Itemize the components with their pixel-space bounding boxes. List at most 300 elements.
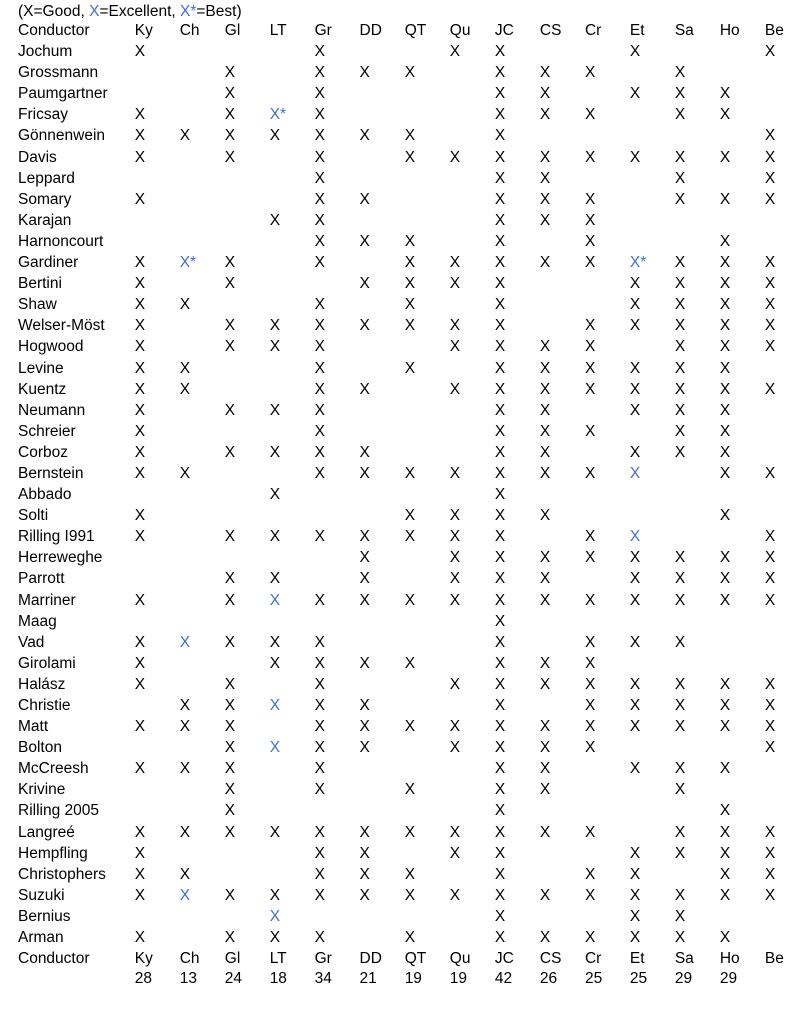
rating-cell: X [719,549,731,567]
rating-cell: X [314,422,325,440]
rating-cell: X [134,296,146,314]
footer-column-lt: LT [269,950,287,968]
table-row [18,674,810,695]
rating-cell: X [359,275,370,293]
rating-cell [180,779,225,800]
rating-cell: X [314,148,325,166]
rating-cell: X [494,612,506,630]
table-row [18,189,810,210]
rating-cell: X [764,169,776,187]
table-row [18,252,810,273]
header-column-dd: DD [359,22,382,39]
rating-cell [720,210,765,231]
rating-cell: X [719,507,731,525]
rating-cell: X [224,739,236,757]
rating-cell: X [269,654,281,672]
rating-cell [270,758,315,779]
rating-cell [180,484,225,505]
rating-cell: X [224,802,236,820]
conductor-name: Parrott [18,570,65,588]
rating-cell: X [629,760,641,778]
rating-cell [405,104,450,125]
column-count [765,969,810,988]
rating-cell: X [134,127,146,145]
conductor-name: Karajan [18,211,72,229]
rating-cell [405,400,450,421]
rating-cell: X [674,718,686,736]
rating-cell: X [629,464,641,482]
conductor-name: Fricsay [18,106,68,124]
rating-cell [315,800,360,821]
rating-cell: X [359,528,370,546]
rating-cell [315,611,360,632]
rating-cell: X [314,929,325,947]
rating-cell: X [134,654,146,672]
rating-cell: X* [269,106,287,124]
rating-cell [135,568,180,589]
rating-cell [675,125,720,146]
rating-cell: X [359,64,370,82]
rating-cell: X [359,886,370,904]
conductor-name: Kuentz [18,380,67,398]
rating-cell [765,83,810,104]
rating-cell [675,505,720,526]
rating-cell: X [764,317,776,335]
rating-cell [540,695,585,716]
conductor-name: Christie [18,697,71,714]
rating-cell [450,189,495,210]
rating-cell: X [584,211,596,229]
rating-cell: X [494,380,506,398]
rating-cell [765,421,810,442]
rating-cell [450,611,495,632]
table-row [18,379,810,400]
footer-column-qt: QT [404,950,427,968]
rating-cell [360,83,405,104]
rating-cell [180,41,225,62]
rating-cell: X [314,232,325,250]
rating-cell: X [314,464,325,482]
rating-cell: X [494,739,506,757]
column-count: 13 [179,970,197,988]
rating-cell: X [629,380,641,398]
rating-cell: X [224,675,236,693]
rating-cell: X [494,633,506,651]
rating-cell: X [629,443,641,461]
rating-cell: X [359,232,370,250]
rating-cell: X [764,254,776,272]
rating-cell [225,379,270,400]
rating-cell [720,41,765,62]
rating-cell [405,442,450,463]
rating-cell [630,231,675,252]
rating-cell: X [764,570,776,588]
rating-cell [225,505,270,526]
rating-cell [720,168,765,189]
table-row [18,590,810,611]
rating-cell: X [314,844,325,862]
rating-cell [720,484,765,505]
rating-cell: X [404,127,416,145]
rating-cell: X [179,464,191,482]
rating-cell: X [494,359,506,377]
rating-cell: X [629,718,641,736]
rating-cell: X [494,401,506,419]
rating-cell [315,505,360,526]
rating-cell [270,800,315,821]
table-row [18,62,810,83]
rating-cell: X [764,338,776,356]
rating-cell: X [764,549,776,567]
rating-cell: X [449,43,461,61]
table-row [18,336,810,357]
rating-cell: X [314,865,325,883]
rating-cell: X [719,718,731,736]
rating-cell: X [134,929,146,947]
rating-cell: X [494,85,506,103]
rating-cell [450,62,495,83]
rating-cell: X [494,169,506,187]
rating-cell: X [359,380,370,398]
rating-cell: X [314,591,325,609]
rating-cell: X [494,907,506,925]
rating-cell: X [494,823,506,841]
rating-cell: X [449,549,461,567]
rating-cell [180,927,225,948]
rating-cell: X [539,591,551,609]
rating-cell: X [224,781,236,799]
rating-cell: X [764,591,776,609]
rating-cell: X [494,443,506,461]
rating-cell: X [584,422,596,440]
conductor-name: Somary [18,190,72,208]
rating-cell [675,463,720,484]
rating-cell: X [584,886,596,904]
rating-cell [630,210,675,231]
rating-cell: X [629,929,641,947]
rating-cell [225,547,270,568]
table-row [18,864,810,885]
rating-cell [765,632,810,653]
rating-cell: X [179,823,191,841]
rating-cell: X [764,844,776,862]
footer-column-gr: Gr [314,950,332,968]
rating-cell: X [449,254,461,272]
rating-cell: X [269,697,281,714]
rating-cell [765,505,810,526]
rating-cell: X [584,739,596,757]
header-column-qt: QT [404,22,427,39]
rating-cell [270,611,315,632]
rating-cell: X [539,169,551,187]
rating-cell [270,147,315,168]
rating-cell: X [719,106,731,124]
conductor-name: Maag [18,612,57,630]
rating-cell: X [584,464,596,482]
rating-cell: X [314,380,325,398]
rating-cell [315,547,360,568]
rating-cell [405,336,450,357]
footer-column-cr: Cr [584,950,602,968]
rating-cell [180,336,225,357]
rating-cell [270,231,315,252]
rating-cell: X [629,549,641,567]
rating-cell: X [179,359,191,377]
table-row [18,83,810,104]
rating-cell: X [359,739,370,757]
rating-cell [180,674,225,695]
rating-cell [225,906,270,927]
conductor-name: Krivine [18,781,66,799]
rating-cell [540,41,585,62]
rating-cell: X [269,338,281,356]
rating-cell [765,442,810,463]
rating-cell [630,822,675,843]
column-count: 34 [314,970,332,988]
rating-cell: X [674,106,686,124]
rating-cell: X [629,844,641,862]
rating-cell [360,252,405,273]
rating-cell: X [539,718,551,736]
rating-cell: X [134,275,146,293]
rating-cell: X [494,865,506,883]
rating-cell [180,231,225,252]
rating-cell: X [314,886,325,904]
rating-cell: X [539,401,551,419]
rating-cell: X [764,296,776,314]
rating-cell: X [449,718,461,736]
rating-cell: X [314,823,325,841]
header-column-cs: CS [539,22,562,39]
rating-cell [270,273,315,294]
rating-cell [675,41,720,62]
rating-cell: X [629,907,641,925]
rating-cell: X [584,718,596,736]
rating-cell [360,104,405,125]
rating-cell [630,125,675,146]
rating-cell [270,505,315,526]
rating-cell: X [134,844,146,862]
column-count: 19 [404,970,422,988]
rating-cell: X [629,591,641,609]
rating-cell [405,484,450,505]
rating-cell: X [359,549,370,567]
rating-cell [270,379,315,400]
rating-cell: X [494,844,506,862]
rating-cell: X [494,697,506,714]
rating-cell [180,104,225,125]
rating-cell [765,800,810,821]
rating-cell: X [314,739,325,757]
rating-cell [630,779,675,800]
rating-cell [405,843,450,864]
footer-column-ho: Ho [719,950,740,968]
rating-cell [450,758,495,779]
rating-cell: X [674,148,686,166]
rating-cell: X [224,886,236,904]
rating-cell: X [449,570,461,588]
rating-cell: X [359,718,370,736]
rating-cell [180,83,225,104]
rating-cell: X [674,380,686,398]
rating-cell: X [539,422,551,440]
table-row [18,885,810,906]
rating-cell: X [179,760,191,778]
rating-cell: X [134,317,146,335]
header-column-be: Be [764,22,784,39]
rating-cell: X [674,422,686,440]
conductor-name: Shaw [18,296,57,314]
header-column-ky: Ky [134,22,153,39]
table-row [18,822,810,843]
rating-cell: X [404,464,416,482]
rating-cell: X [494,507,506,525]
rating-cell [450,400,495,421]
rating-cell: X [269,528,281,546]
rating-cell: X [584,591,596,609]
footer-column-et: Et [629,950,645,968]
table-row [18,273,810,294]
rating-cell [765,231,810,252]
footer-column-ky: Ky [134,950,153,968]
header-column-sa: Sa [674,22,694,39]
rating-cell [135,83,180,104]
rating-cell: X [494,338,506,356]
rating-cell: X [584,190,596,208]
rating-cell: X [494,190,506,208]
table-row [18,779,810,800]
rating-cell: X [224,591,236,609]
rating-cell: X [674,760,686,778]
rating-cell [765,400,810,421]
rating-cell [585,83,630,104]
rating-cell [225,189,270,210]
footer-column-cs: CS [539,950,562,968]
rating-cell [585,906,630,927]
rating-cell: X [674,570,686,588]
rating-cell: X [629,317,641,335]
rating-cell: X [224,254,236,272]
rating-cell: X [224,528,236,546]
rating-cell [765,104,810,125]
rating-cell [540,800,585,821]
rating-cell: X [134,401,146,419]
rating-cell: X [674,85,686,103]
rating-cell: X [269,127,281,145]
rating-cell: X [449,507,461,525]
rating-cell: X [719,802,731,820]
rating-cell: X [314,317,325,335]
rating-cell: X [494,127,506,145]
rating-cell: X [719,865,731,883]
rating-cell: X [539,549,551,567]
rating-cell: X [539,464,551,482]
counts-row [18,969,810,988]
rating-cell: X [494,211,506,229]
table-row [18,147,810,168]
rating-cell: X [314,633,325,651]
rating-cell: X [719,929,731,947]
table-row [18,104,810,125]
rating-cell: X [584,317,596,335]
rating-cell [585,611,630,632]
rating-cell [405,737,450,758]
table-row [18,737,810,758]
rating-cell: X [494,106,506,124]
rating-cell: X [584,528,596,546]
rating-cell: X [719,85,731,103]
conductor-name: Levine [18,359,64,377]
rating-cell: X [539,211,551,229]
rating-cell [225,463,270,484]
header-column-gr: Gr [314,22,332,39]
rating-cell: X [314,106,325,124]
conductor-name: Rilling I991 [18,528,95,546]
legend-excellent-mark: X [89,3,100,20]
rating-cell: X [674,781,686,799]
rating-cell [225,294,270,315]
rating-cell: X [134,148,146,166]
rating-cell: X [674,317,686,335]
rating-cell: X [674,64,686,82]
column-count: 19 [449,970,468,988]
rating-cell: X [494,317,506,335]
rating-cell [405,800,450,821]
rating-cell: X [269,443,281,461]
rating-cell [405,379,450,400]
rating-cell: X [764,190,776,208]
rating-cell: X [269,823,281,841]
conductor-name: Marriner [18,591,76,609]
rating-cell [405,189,450,210]
rating-cell [540,125,585,146]
rating-cell: X [584,64,596,82]
table-row [18,41,810,62]
conductor-name: Halász [18,675,66,693]
rating-cell: X [719,675,731,693]
table-row [18,927,810,948]
rating-cell: X [134,464,146,482]
header-column-et: Et [629,22,645,39]
rating-cell: X [674,401,686,419]
table-row [18,442,810,463]
rating-cell [450,83,495,104]
rating-cell [135,779,180,800]
table-row [18,294,810,315]
rating-cell [450,168,495,189]
rating-cell: X [674,697,686,714]
rating-cell: X [179,380,191,398]
rating-cell [405,41,450,62]
rating-cell: X [269,401,281,419]
rating-cell: X [269,211,281,229]
rating-cell: X [269,633,281,651]
rating-cell [630,104,675,125]
rating-cell [450,800,495,821]
rating-cell: X [539,190,551,208]
rating-cell: X [629,886,641,904]
rating-cell: X [269,886,281,904]
rating-cell [540,273,585,294]
rating-cell: X [764,718,776,736]
rating-cell: X [449,844,461,862]
rating-cell [675,231,720,252]
table-body [18,20,810,988]
rating-cell [315,906,360,927]
rating-cell [765,358,810,379]
rating-cell: X [719,422,731,440]
rating-cell: X [539,823,551,841]
